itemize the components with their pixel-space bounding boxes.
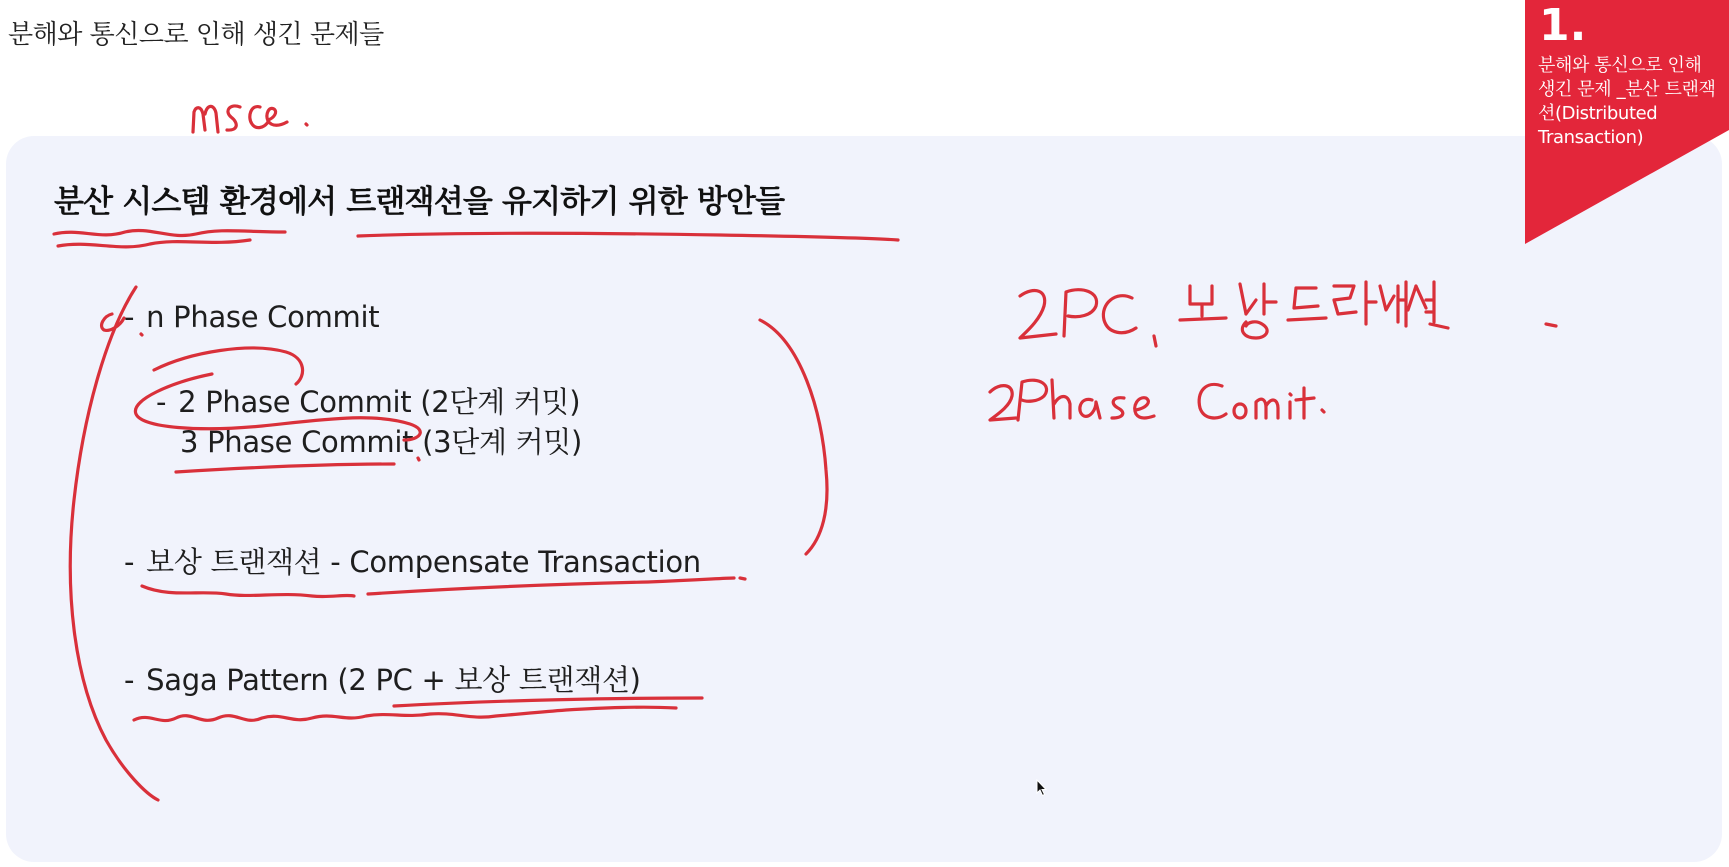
page-title: 분해와 통신으로 인해 생긴 문제들 — [8, 20, 384, 50]
list-item-text: n Phase Commit — [146, 300, 380, 334]
section-badge — [1525, 0, 1729, 244]
mouse-cursor-icon — [1036, 779, 1048, 797]
list-item-n-phase-commit — [124, 300, 379, 334]
list-item-text: 2 Phase Commit (2단계 커밋) — [178, 385, 581, 419]
list-item-text: 3 Phase Commit (3단계 커밋) — [180, 425, 583, 459]
list-item-text: Saga Pattern (2 PC + 보상 트랜잭션) — [146, 663, 641, 697]
note-msa — [193, 106, 307, 132]
badge-number: 1. — [1539, 0, 1587, 51]
list-item-compensate-transaction — [124, 540, 701, 581]
list-item-text: 보상 트랜잭션 - Compensate Transaction — [146, 545, 701, 579]
section-title: 분산 시스템 환경에서 트랜잭션을 유지하기 위한 방안들 — [54, 184, 785, 220]
list-item-2-phase-commit — [156, 380, 580, 421]
list-dash: - — [124, 300, 135, 334]
list-item-3-phase-commit — [180, 420, 582, 461]
list-dash: - — [124, 663, 135, 697]
badge-label: 분해와 통신으로 인해 생긴 문제 _분산 트랜잭션(Distributed Transaction) — [1538, 55, 1716, 148]
list-dash: - — [124, 545, 135, 579]
list-item-saga-pattern — [124, 658, 641, 699]
slide-content-card — [6, 136, 1722, 862]
list-dash: - — [156, 385, 167, 419]
